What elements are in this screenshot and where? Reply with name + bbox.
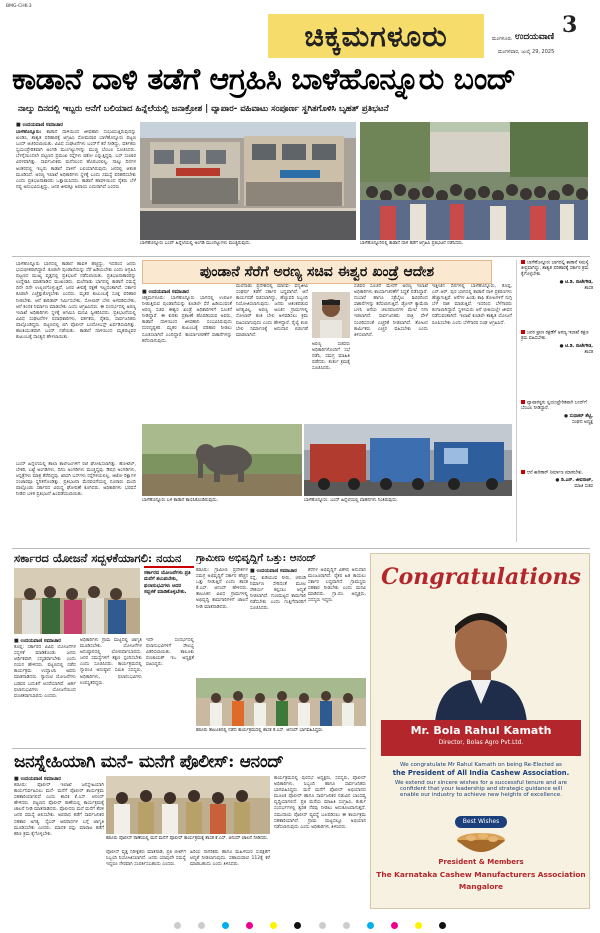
closed-shops-illustration bbox=[140, 122, 356, 240]
story3-headline: ಸರ್ಕಾರದ ಯೋಜನೆ ಸದ್ಬಳಕೆಯಾಗಲಿ: ನಯನ bbox=[14, 551, 182, 565]
divider-2 bbox=[12, 548, 590, 549]
story2-text-col1-cont: ಬಂದ್‌ ಹಿನ್ನೆಲೆಯಲ್ಲಿ ಶಾಲಾ ಕಾಲೇಜುಗಳಿಗೆ ರಜೆ ಘೋಷಿಸಲಾಗಿತ್ತು. ಹೋಟೆಲ್‌, ಬೇಕರಿ, ಬಟ್ಟೆ ಅಂಗಡಿಗಳು, ದಿನಸಿ ಅಂಗಡಿಗಳು ಮುಚ್ಚಿದ್ದವು. ಔಷಧ ಅಂಗಡಿಗಳು, ಆಸ್ಪತ್ರೆಗಳು ಮಾತ್ರ ತೆರೆದಿದ್ದವು. ಖಾಸಗಿ ಬಸ್‌ಗಳು ರಸ್ತೆಗಿಳಿಯಲಿಲ್ಲ. ಆಟೋ ರಿಕ್ಷಾಗಳ ಸಂಚಾರವೂ ಸ್ಥಗಿತಗೊಂಡಿತ್ತು. ಪ್ರತಿಭಟನಾ ಮೆರವಣಿಗೆಯಲ್ಲಿ ನೂರಾರು ಮಂದಿ ಪಾಲ್ಗೊಂಡು ಸರ್ಕಾರದ ವಿರುದ್ಧ ಘೋಷಣೆ ಕೂಗಿದರು. ಅಧಿಕಾರಿಗಳು ಭರವಸೆ ನೀಡಿದ ಬಳಿಕ ಪ್ರತಿಭಟನೆ ಹಿಂಪಡೆಯಲಾಯಿತು. bbox=[16, 462, 136, 498]
story2-text-col5: ಸಚಿವರ ಸೂಚನೆ ಮೇರೆಗೆ ಅರಣ್ಯ ಇಲಾಖೆ ಅಧಿಕಾರಿಗಳು ಕಾರ್ಯಾಚರಣೆಗೆ ಸಿದ್ಧತೆ ನಡೆಸಿದ್ದಾರೆ. ದುಬಾರೆ ಹಾಗೂ ಸಕ್ರೆಬೈಲು ಶಿಬಿರದಿಂದ ಸಾಕಾನೆಗಳನ್ನು ಕರೆಸಲಾಗುತ್ತಿದೆ. ಡ್ರೋನ್‌ ಕ್ಯಾಮೆರಾ ಬಳಸಿ ಆನೆಯ ಚಲನವಲನಗಳ ಮೇಲೆ ನಿಗಾ ಇಡಲಾಗಿದೆ. ಸಾರ್ವಜನಿಕರು ರಾತ್ರಿ ವೇಳೆ ಸಂಚರಿಸದಂತೆ ಎಚ್ಚರಿಕೆ ನೀಡಲಾಗಿದೆ. ತೋಟದ ಕಾರ್ಮಿಕರು ಎಚ್ಚರ ವಹಿಸಬೇಕು ಎಂದು ತಿಳಿಸಲಾಗಿದೆ. bbox=[354, 284, 428, 338]
red-bullet-icon bbox=[521, 260, 525, 264]
lead-photo-closed-shops bbox=[140, 122, 356, 240]
story2-trucks-caption: ಬಾಳೆಹೊನ್ನೂರು: ಬಂದ್‌ ಹಿನ್ನೆಲೆಯಲ್ಲಿ ವಾಹನಗಳು ನಿಂತಿರುವುದು. bbox=[304, 498, 398, 503]
ad-portrait bbox=[431, 600, 531, 722]
district-title-banner bbox=[268, 14, 484, 58]
story3-text-col1: ಕೊಪ್ಪ: ಸರ್ಕಾರದ ವಿವಿಧ ಯೋಜನೆಗಳ ಸದ್ಬಳಕೆ ಮಾಡಿಕೊಂಡು ಜನರು ಆರ್ಥಿಕವಾಗಿ ಸದೃಢರಾಗಬೇಕು ಎಂದು ನಯನ ಹೇಳಿದರು. ಪಟ್ಟಣದಲ್ಲಿ ನಡೆದ ಕಾರ್ಯಕ್ರಮ ಉದ್ಘಾಟಿಸಿ ಅವರು ಮಾತನಾಡಿದರು. ಗ್ಯಾರಂಟಿ ಯೋಜನೆಗಳು ಬಡವರ ಬದುಕಿಗೆ ಆಸರೆಯಾಗಿವೆ. ಅರ್ಹ ಫಲಾನುಭವಿಗಳು ಯೋಜನೆಯಿಂದ ವಂಚಿತರಾಗಬಾರದು ಎಂದರು. bbox=[14, 645, 76, 699]
paper-name: ಉದಯವಾಣಿ bbox=[515, 32, 555, 42]
sidebar-item-2 bbox=[521, 330, 593, 396]
story5-text-col2: ಪೊಲೀಸ್‌ ವೃತ್ತ ನಿರೀಕ್ಷಕರು ಮಾತನಾಡಿ, ಪ್ರತಿ ಬೀಟ್‌ಗೆ ಸಿಬ್ಬಂದಿ ನಿಯೋಜಿಸಲಾಗಿದೆ. ಜನರು ಯಾವುದೇ ಸಮಸ್ಯೆ ಇದ್ದರೂ ನೇರವಾಗಿ ಸಂಪರ್ಕಿಸಬಹುದು ಎಂದರು. bbox=[106, 850, 186, 868]
paper-name-small: ಮಂಗಳೂರು bbox=[492, 36, 512, 42]
sidebar-name-2: ● ಟಿ.ಡಿ. ರಾಜೇಗೌಡ, bbox=[559, 344, 593, 350]
story3-photo bbox=[14, 568, 140, 634]
lead-photo-protest-crowd bbox=[360, 122, 588, 240]
story5-photo-caption: ಕಡೂರು ಪೊಲೀಸ್‌ ಠಾಣೆಯಲ್ಲಿ ಮನೆ ಮನೆಗೆ ಪೊಲೀಸ್‌ ಕಾರ್ಯಕ್ರಮಕ್ಕೆ ಶಾಸಕ ಕೆ.ಎಸ್. ಆನಂದ್‌ ಚಾಲನೆ ನೀಡಿದರು. bbox=[106, 836, 269, 841]
ad-name: Mr. Bola Rahul Kamath bbox=[410, 724, 552, 737]
sidebar-quote-1: ಬಾಳೆಹೊನ್ನೂರು ಭಾಗದಲ್ಲಿ ಕಾಡಾನೆ ಸಮಸ್ಯೆ ತೀವ್ರವಾಗಿದ್ದು, ಶಾಶ್ವತ ಪರಿಹಾರಕ್ಕೆ ಸರ್ಕಾರ ಕ್ರಮ ಕೈಗೊಳ್ಳಬೇಕು. bbox=[521, 260, 589, 278]
police-event-illustration bbox=[106, 776, 270, 834]
sidebar-quote-2: ಜನರ ಪ್ರಾಣ ರಕ್ಷಣೆಗೆ ಅರಣ್ಯ ಇಲಾಖೆ ತಕ್ಷಣ ಕ್ರಮ ವಹಿಸಬೇಕು. bbox=[521, 330, 589, 342]
red-bullet-icon bbox=[521, 470, 525, 474]
minister-portrait bbox=[312, 292, 350, 338]
ad-line-3: We extend our sincere wishes for a successful tenure and are bbox=[394, 780, 568, 786]
sidebar-quote-3: ವ್ಯಾಪಾರಸ್ಥರು ಸ್ವಯಂಪ್ರೇರಿತವಾಗಿ ಬಂದ್‌ಗೆ ಬೆಂಬಲ ನೀಡಿದ್ದಾರೆ. bbox=[521, 400, 587, 412]
trucks-illustration bbox=[304, 424, 512, 496]
story2-text-col3: ಮಲೆನಾಡು ಪ್ರದೇಶದಲ್ಲಿ ಮಾನವ- ವನ್ಯಜೀವಿ ಸಂಘರ್ಷ ತಡೆಗೆ ಸರ್ಕಾರ ಬದ್ಧವಾಗಿದೆ. ಆನೆ ಕಾರ್ಯಪಡೆ ರಚಿಸಲಾಗಿದ್ದು, ಹೆಚ್ಚುವರಿ ಸಿಬ್ಬಂದಿ ನಿಯೋಜಿಸಲಾಗುವುದು. ಜನರು ಆತಂಕಪಡುವ ಅಗತ್ಯವಿಲ್ಲ. ಅರಣ್ಯ ಅಂಚಿನ ಗ್ರಾಮಗಳಲ್ಲಿ ಸೋಲಾರ್‌ ತಂತಿ ಬೇಲಿ ಅಳವಡಿಸಲು ಕ್ರಮ ವಹಿಸಲಾಗುವುದು ಎಂದು ಹೇಳಿದ್ದಾರೆ. ರೈಲ್ವೆ ಕಂಬಿ ಬೇಲಿ ನಿರ್ಮಾಣಕ್ಕೆ ಅನುದಾನ ಬಿಡುಗಡೆ ಮಾಡಲಾಗಿದೆ. bbox=[236, 284, 308, 338]
ad-message bbox=[379, 762, 583, 798]
sidebar-role-4: ಮಾಜಿ ಸಚಿವ bbox=[574, 484, 593, 490]
lead-photo1-caption: ಬಾಳೆಹೊನ್ನೂರು ಬಂದ್‌ ಹಿನ್ನೆಲೆಯಲ್ಲಿ ಅಂಗಡಿ ಮುಂಗಟ್ಟುಗಳು ಮುಚ್ಚಿರುವುದು. bbox=[140, 241, 252, 246]
ad-line-2: the President of All India Cashew Association. bbox=[392, 769, 570, 777]
ad-name-banner bbox=[381, 720, 581, 756]
red-bullet-icon bbox=[521, 400, 525, 404]
district-title: ಚಿಕ್ಕಮಗಳೂರು bbox=[304, 19, 448, 53]
story2-byline: ■ ಉದಯವಾಣಿ ಸಮಾಚಾರ bbox=[142, 289, 189, 295]
ad-title: Congratulations bbox=[381, 564, 581, 590]
story2-headline: ಪುಂಡಾನೆ ಸೆರೆಗೆ ಅರಣ್ಯ ಸಚಿವ ಈಶ್ವರ ಖಂಡ್ರೆ ಆದೇಶ bbox=[199, 264, 435, 280]
portrait-illustration bbox=[312, 292, 350, 338]
sidebar-item-1 bbox=[521, 260, 593, 326]
story2-trucks-photo bbox=[304, 424, 512, 496]
story2-text-col6: ಇತ್ತೀಚಿನ ದಿನಗಳಲ್ಲಿ ಬಾಳೆಹೊನ್ನೂರು, ಕೊಪ್ಪ, ಎನ್‌.ಆರ್‌. ಪುರ ಭಾಗದಲ್ಲಿ ಕಾಡಾನೆ ದಾಳಿ ಪ್ರಕರಣಗಳು ಹೆಚ್ಚಾಗುತ್ತಿವೆ. ಆನೆಗಳ ಹಿಂಡು ಕಾಫಿ ತೋಟಗಳಿಗೆ ನುಗ್ಗಿ ಬೆಳೆ ನಾಶ ಮಾಡುತ್ತಿವೆ. ಇದರಿಂದ ಬೆಳೆಗಾರರು ಕಂಗಾಲಾಗಿದ್ದಾರೆ. ಸ್ಥಳೀಯರು ಆನೆ ಭೀತಿಯಲ್ಲೇ ಜೀವನ ನಡೆಸುವಂತಾಗಿದೆ. ಇಲಾಖೆ ಕೂಡಲೇ ಶಾಶ್ವತ ಯೋಜನೆ ರೂಪಿಸಬೇಕು ಎಂದು ಬೆಳೆಗಾರರ ಸಂಘ ಆಗ್ರಹಿಸಿದೆ. bbox=[432, 284, 512, 326]
story2-photo-caption: ಬಾಳೆಹೊನ್ನೂರು ಬಳಿ ಕಾಡಾನೆ ಕಾಣಿಸಿಕೊಂಡಿರುವುದು. bbox=[142, 498, 219, 503]
ad-from-3: Mangalore bbox=[458, 882, 504, 891]
story5-text-col3: ಹಿರಿಯ ನಾಗರಿಕರು ಹಾಗೂ ಮಹಿಳೆಯರ ಸುರಕ್ಷತೆಗೆ ಆದ್ಯತೆ ನೀಡಲಾಗುವುದು. ಸಹಾಯವಾಣಿ 112ಕ್ಕೆ ಕರೆ ಮಾಡಬಹುದು ಎಂದು ತಿಳಿಸಿದರು. bbox=[190, 850, 270, 868]
meeting-illustration bbox=[196, 678, 366, 726]
page-number: 3 bbox=[562, 12, 578, 38]
story5-headline: ಜನಸ್ನೇಹಿಯಾಗಿ ಮನೆ- ಮನೆಗೆ ಪೊಲೀಸ್: ಆನಂದ್ bbox=[14, 752, 284, 772]
story3-pullquote bbox=[144, 566, 194, 636]
lead-photo2-caption: ಬಾಳೆಹೊನ್ನೂರಿನಲ್ಲಿ ಕಾಡಾನೆ ದಾಳಿ ತಡೆಗೆ ಆಗ್ರಹಿಸಿ ಪ್ರತಿಭಟನೆ ನಡೆಸಿದರು. bbox=[360, 241, 464, 246]
issue-date: ಮಂಗಳವಾರ, ಜುಲೈ 29, 2025 bbox=[498, 49, 555, 55]
divider-3 bbox=[12, 748, 366, 749]
story2-text-col4: ಅರಣ್ಯ ಸಚಿವರು ಅಧಿಕಾರಿಗಳೊಂದಿಗೆ ಸಭೆ ನಡೆಸಿ, ಸಮಗ್ರ ಮಾಹಿತಿ ಪಡೆದರು. ತುರ್ತು ಕ್ರಮಕ್ಕೆ ಸೂಚಿಸಿದರು. bbox=[312, 342, 350, 372]
sidebar-name-1: ● ಟಿ.ಡಿ. ರಾಜೇಗೌಡ, bbox=[559, 279, 593, 285]
story4-photo bbox=[196, 678, 366, 726]
print-registration-marks bbox=[40, 914, 580, 924]
ad-designation: Director, Bolas Agro Pvt.Ltd. bbox=[438, 739, 524, 746]
story3-text-col2: ಅಧಿಕಾರಿಗಳು ಗ್ರಾಮ ಮಟ್ಟದಲ್ಲಿ ಜಾಗೃತಿ ಮೂಡಿಸಬೇಕು. ಯೋಜನೆಗಳ ಅನುಷ್ಠಾನದಲ್ಲಿ ಲೋಪವಾಗಬಾರದು. ಜನರ ಸಮಸ್ಯೆಗಳಿಗೆ ತಕ್ಷಣ ಸ್ಪಂದಿಸಬೇಕು ಎಂದು ಸೂಚಿಸಿದರು. ಕಾರ್ಯಕ್ರಮದಲ್ಲಿ ಗ್ಯಾರಂಟಿ ಅನುಷ್ಠಾನ ಸಮಿತಿ ಸದಸ್ಯರು, ಅಧಿಕಾರಿಗಳು, ಫಲಾನುಭವಿಗಳು ಉಪಸ್ಥಿತರಿದ್ದರು. bbox=[80, 638, 142, 686]
lead-headline: ಕಾಡಾನೆ ದಾಳಿ ತಡೆಗೆ ಆಗ್ರಹಿಸಿ ಬಾಳೆಹೊನ್ನೂರು ಬಂದ್ bbox=[12, 62, 516, 97]
story3-text-col3: ಇದೇ ಸಂದರ್ಭದಲ್ಲಿ ಫಲಾನುಭವಿಗಳಿಗೆ ಸೌಲಭ್ಯ ವಿತರಿಸಲಾಯಿತು. ತಾಲೂಕು ಪಂಚಾಯತ್‌ ಇಒ ಅಧ್ಯಕ್ಷತೆ ವಹಿಸಿದ್ದರು. bbox=[146, 638, 194, 668]
ad-line-5: enable our industry to achieve new heights of excellence. bbox=[400, 792, 562, 798]
sidebar-role-1: ಶಾಸಕ bbox=[584, 285, 593, 291]
lead-byline: ■ ಉದಯವಾಣಿ ಸಮಾಚಾರ bbox=[16, 122, 63, 128]
story2-elephant-photo bbox=[142, 424, 302, 496]
story5-text-col1: ಕಡೂರು: ಪೊಲೀಸ್‌ ಇಲಾಖೆ ಜನಸ್ನೇಹಿಯಾಗಿ ಕಾರ್ಯನಿರ್ವಹಿಸಲು ಮನೆ- ಮನೆಗೆ ಪೊಲೀಸ್‌ ಕಾರ್ಯಕ್ರಮ ಸಹಕಾರಿಯಾಗಲಿದೆ ಎಂದು ಶಾಸಕ ಕೆ.ಎಸ್. ಆನಂದ್‌ ಹೇಳಿದರು. ಪಟ್ಟಣದ ಪೊಲೀಸ್‌ ಠಾಣೆಯಲ್ಲಿ ಕಾರ್ಯಕ್ರಮಕ್ಕೆ ಚಾಲನೆ ನೀಡಿ ಮಾತನಾಡಿದರು. ಪೊಲೀಸರು ಮನೆ ಮನೆಗೆ ತೆರಳಿ ಜನರ ಸಮಸ್ಯೆ ಆಲಿಸಬೇಕು. ಅಪರಾಧ ತಡೆಗೆ ಸಾರ್ವಜನಿಕರ ಸಹಕಾರ ಅಗತ್ಯ. ಸೈಬರ್‌ ಅಪರಾಧಗಳ ಬಗ್ಗೆ ಜಾಗೃತಿ ಮೂಡಿಸಬೇಕು ಎಂದರು. ಮಾದಕ ವಸ್ತು ಮಾರಾಟ ತಡೆಗೆ ಕಠಿಣ ಕ್ರಮ ಕೈಗೊಳ್ಳಬೇಕು. bbox=[14, 783, 104, 837]
story3-pullquote-text: ಸರ್ಕಾರದ ಯೋಜನೆಗಳು ಪ್ರತಿ ಮನೆಗೆ ತಲುಪಬೇಕು, ಫಲಾನುಭವಿಗಳು ಅದರ ಸದ್ಬಳಕೆ ಮಾಡಿಕೊಳ್ಳಬೇಕು. bbox=[144, 570, 191, 596]
edition-code: BMG-CHK-3 bbox=[6, 4, 32, 9]
elephant-illustration bbox=[142, 424, 302, 496]
story3-byline: ■ ಉದಯವಾಣಿ ಸಮಾಚಾರ bbox=[14, 638, 61, 644]
congratulations-ad bbox=[370, 553, 590, 909]
sidebar-quotes bbox=[516, 260, 592, 542]
lead-story-column bbox=[16, 122, 136, 256]
ad-line-4: confident that your leadership and strategic guidance will bbox=[399, 786, 563, 792]
sidebar-role-2: ಶಾಸಕ bbox=[584, 349, 593, 355]
sidebar-item-4 bbox=[521, 470, 593, 536]
sidebar-role-3: ಸಂಘದ ಅಧ್ಯಕ್ಷ bbox=[571, 419, 593, 425]
divider-1 bbox=[12, 256, 590, 257]
story5-byline: ■ ಉದಯವಾಣಿ ಸಮಾಚಾರ bbox=[14, 776, 61, 782]
story5-text-col4: ಕಾರ್ಯಕ್ರಮದಲ್ಲಿ ಪುರಸಭೆ ಅಧ್ಯಕ್ಷರು, ಸದಸ್ಯರು, ಪೊಲೀಸ್‌ ಅಧಿಕಾರಿಗಳು, ಸಿಬ್ಬಂದಿ ಹಾಗೂ ಸಾರ್ವಜನಿಕರು ಭಾಗವಹಿಸಿದ್ದರು. ಮನೆ ಮನೆಗೆ ಪೊಲೀಸ್‌ ಅಭಿಯಾನದ ಮೂಲಕ ಪೊಲೀಸ್‌ ಹಾಗೂ ಸಾರ್ವಜನಿಕರ ನಡುವಿನ ಬಾಂಧವ್ಯ ವೃದ್ಧಿಯಾಗಲಿದೆ. ಪ್ರತಿ ಮನೆಯ ಮಾಹಿತಿ ಸಂಗ್ರಹಿಸಿ, ತುರ್ತು ಸಂದರ್ಭಗಳಲ್ಲಿ ತ್ವರಿತ ನೆರವು ನೀಡಲು ಅನುಕೂಲವಾಗುತ್ತದೆ. ಸಮುದಾಯ ಪೊಲೀಸ್‌ ವ್ಯವಸ್ಥೆ ಬಲಪಡಿಸಲು ಈ ಕಾರ್ಯಕ್ರಮ ಸಹಕಾರಿಯಾಗಿದೆ. ಗ್ರಾಮ ಮಟ್ಟದಲ್ಲೂ ಅಭಿಯಾನ ನಡೆಸಲಾಗುವುದು ಎಂದು ಅಧಿಕಾರಿಗಳು ತಿಳಿಸಿದರು. bbox=[274, 776, 366, 830]
lead-dateline: ಬಾಳೆಹೊನ್ನೂರು: bbox=[16, 130, 47, 135]
ad-from-1: President & Members bbox=[438, 858, 524, 866]
sidebar-quote-4: ಆನೆ ಕಾರಿಡಾರ್ ನಿರ್ಮಾಣ ಮಾಡಬೇಕು. bbox=[521, 470, 593, 476]
event-illustration bbox=[14, 568, 140, 634]
ad-line-1: We congratulate Mr Rahul Kamath on being Re-Elected as bbox=[400, 762, 562, 768]
sidebar-name-4: ● ಡಿ.ಎನ್. ಜೀವರಾಜ್, bbox=[555, 478, 593, 484]
protest-crowd-illustration bbox=[360, 122, 588, 240]
ad-badge: Best Wishes bbox=[455, 816, 507, 828]
story5-photo bbox=[106, 776, 270, 834]
red-bullet-icon bbox=[521, 330, 525, 334]
story4-photo-caption: ಕಡೂರು ತಾಲೂಕಿನಲ್ಲಿ ನಡೆದ ಕಾರ್ಯಕ್ರಮದಲ್ಲಿ ಶಾಸಕ ಕೆ.ಎಸ್. ಆನಂದ್‌ ಭಾಗವಹಿಸಿದ್ದರು. bbox=[196, 728, 324, 733]
ad-from-2: The Karnataka Cashew Manufacturers Association bbox=[376, 870, 586, 879]
lead-body-text: ಬಾಳೆಹೊನ್ನೂರು: ಕಾಡಾನೆ ದಾಳಿಯಿಂದ ಜೀವಹಾನಿ ಸಂಭವಿಸುತ್ತಿರುವುದನ್ನು ಖಂಡಿಸಿ, ಶಾಶ್ವತ ಪರಿಹಾರಕ್ಕೆ ಆಗ್ರಹಿಸಿ ಸೋಮವಾರ ಬಾಳೆಹೊನ್ನೂರು ಪಟ್ಟಣ ಬಂದ್‌ ಆಚರಿಸಲಾಯಿತು. ವಿವಿಧ ಸಂಘಟನೆಗಳು ಬಂದ್‌ಗೆ ಕರೆ ನೀಡಿದ್ದು, ವರ್ತಕರು ಸ್ವಯಂಪ್ರೇರಿತವಾಗಿ ಅಂಗಡಿ ಮುಂಗಟ್ಟುಗಳನ್ನು ಮುಚ್ಚಿ ಬೆಂಬಲ ಸೂಚಿಸಿದರು. ಬೆಳಗ್ಗೆಯಿಂದಲೇ ಪಟ್ಟಣದ ಪ್ರಮುಖ ರಸ್ತೆಗಳು ಬಿಕೋ ಎನ್ನುತ್ತಿದ್ದವು. ಬಸ್‌ ಸಂಚಾರ ವಿರಳವಾಗಿತ್ತು. ಸಾರ್ವಜನಿಕರು ಮನೆಯಿಂದ ಹೊರಬರಲಿಲ್ಲ. ನಾಲ್ಕು ದಿನಗಳ ಅಂತರದಲ್ಲಿ ಇಬ್ಬರು ಕಾಡಾನೆ ದಾಳಿಗೆ ಬಲಿಯಾಗಿರುವುದು ಜನರಲ್ಲಿ ಆತಂಕ ಮೂಡಿಸಿದೆ. ಅರಣ್ಯ ಇಲಾಖೆ ಅಧಿಕಾರಿಗಳು ಸ್ಥಳಕ್ಕೆ ಬಂದು ಸಮಸ್ಯೆ ಪರಿಹರಿಸಬೇಕು ಎಂದು ಪ್ರತಿಭಟನಾಕಾರರು ಒತ್ತಾಯಿಸಿದರು. ಕಾಡಾನೆ ಹಾವಳಿಯಿಂದ ರೈತರು ಬೆಳೆ ನಷ್ಟ ಅನುಭವಿಸುತ್ತಿದ್ದು, ಜನರ ಜೀವಕ್ಕೂ ಅಪಾಯ ಎದುರಾಗಿದೆ ಎಂದರು. bbox=[16, 130, 136, 190]
story4-text-col3: ಕೆರೆಗಳ ಅಭಿವೃದ್ಧಿಗೆ ವಿಶೇಷ ಅನುದಾನ ಮಂಜೂರಾಗಿದೆ. ರೈತರ ಹಿತ ಕಾಯಲು ಸರ್ಕಾರ ಬದ್ಧವಾಗಿದೆ. ಗ್ರಾಮಸ್ಥರು ಸಹಕಾರ ನೀಡಬೇಕು ಎಂದು ಮನವಿ ಮಾಡಿದರು. ಗ್ರಾ.ಪಂ. ಅಧ್ಯಕ್ಷರು, ಸದಸ್ಯರು ಇದ್ದರು. bbox=[308, 568, 366, 604]
sidebar-name-3: ● ಸುಧಾಕರ್ ಶೆಟ್ಟಿ, bbox=[564, 414, 593, 420]
lead-subhead: ನಾಲ್ಕು ದಿನದಲ್ಲಿ ಇಬ್ಬರು ಆನೆಗೆ ಬಲಿಯಾದ ಹಿನ್ನೆಲೆಯಲ್ಲಿ ಜನಾಕ್ರೋಶ | ವ್ಯಾಪಾರ- ವಹಿವಾಟು ಸಂಪೂರ್ಣ ಸ್ಥಗಿತಗೊಳಿಸಿ ಬೃಹತ್‌ ಪ್ರತಿಭಟನೆ bbox=[18, 104, 389, 114]
story4-text-col1: ಕಡೂರು: ಗ್ರಾಮೀಣ ಪ್ರದೇಶಗಳ ಸಮಗ್ರ ಅಭಿವೃದ್ಧಿಗೆ ಸರ್ಕಾರ ಹೆಚ್ಚಿನ ಒತ್ತು ನೀಡುತ್ತಿದೆ ಎಂದು ಶಾಸಕ ಕೆ.ಎಸ್. ಆನಂದ್‌ ಹೇಳಿದರು. ತಾಲೂಕಿನ ವಿವಿಧ ಗ್ರಾಮಗಳಲ್ಲಿ ಅಭಿವೃದ್ಧಿ ಕಾಮಗಾರಿಗಳಿಗೆ ಚಾಲನೆ ನೀಡಿ ಮಾತನಾಡಿದರು. bbox=[196, 568, 248, 610]
cashew-bowl-icon bbox=[451, 830, 511, 856]
story2-headline-banner bbox=[142, 260, 492, 284]
story4-byline: ■ ಉದಯವಾಣಿ ಸಮಾಚಾರ bbox=[250, 568, 297, 574]
story2-text-col2: ಚಿಕ್ಕಮಗಳೂರು: ಬಾಳೆಹೊನ್ನೂರು ಭಾಗದಲ್ಲಿ ಉಪಟಳ ನೀಡುತ್ತಿರುವ ಪುಂಡಾನೆಯನ್ನು ಕೂಡಲೇ ಸೆರೆ ಹಿಡಿಯುವಂತೆ ಅರಣ್ಯ ಸಚಿವ ಈಶ್ವರ ಖಂಡ್ರೆ ಅಧಿಕಾರಿಗಳಿಗೆ ಸೂಚನೆ ನೀಡಿದ್ದಾರೆ. ಈ ಕುರಿತು ಪ್ರಕಟಣೆ ಹೊರಡಿಸಿರುವ ಅವರು, ಕಾಡಾನೆ ದಾಳಿಯಿಂದ ಜೀವಹಾನಿ ಸಂಭವಿಸಿರುವುದು ದುರದೃಷ್ಟಕರ. ಮೃತರ ಕುಟುಂಬಕ್ಕೆ ಪರಿಹಾರ ನೀಡಲು ಸೂಚಿಸಲಾಗಿದೆ ಎಂದಿದ್ದಾರೆ. ಕಾರ್ಯಾಚರಣೆಗೆ ಸಾಕಾನೆಗಳನ್ನು ಕರೆಸಲಾಗುವುದು. bbox=[142, 296, 232, 344]
sidebar-item-3 bbox=[521, 400, 593, 466]
story4-text-col2: ರಸ್ತೆ, ಕುಡಿಯುವ ನೀರು, ಚರಂಡಿ ನಿರ್ಮಾಣ ಸೇರಿದಂತೆ ಮೂಲ ಸೌಕರ್ಯ ಕಲ್ಪಿಸಲು ಆದ್ಯತೆ ನೀಡಲಾಗಿದೆ. ಗುಣಮಟ್ಟದ ಕಾಮಗಾರಿ ನಡೆಸಬೇಕು ಎಂದು ಗುತ್ತಿಗೆದಾರರಿಗೆ ಸೂಚಿಸಿದರು. bbox=[250, 576, 306, 612]
story4-headline: ಗ್ರಾಮೀಣ ಅಭಿವೃದ್ಧಿಗೆ ಒತ್ತು: ಆನಂದ್ bbox=[196, 553, 317, 564]
story2-text-col1: ಬಾಳೆಹೊನ್ನೂರು ಭಾಗದಲ್ಲಿ ಕಾಡಾನೆ ಹಾವಳಿ ಹೆಚ್ಚಿದ್ದು, ಇದರಿಂದ ಜನರು ಭಯಭೀತರಾಗಿದ್ದಾರೆ. ಕೂಡಲೇ ಪುಂಡಾನೆಯನ್ನು ಸೆರೆ ಹಿಡಿಯಬೇಕು ಎಂದು ಆಗ್ರಹಿಸಿ ಪಟ್ಟಣದ ಮುಖ್ಯ ವೃತ್ತದಲ್ಲಿ ಪ್ರತಿಭಟನೆ ನಡೆಸಲಾಯಿತು. ಪ್ರತಿಭಟನಾಕಾರರನ್ನು ಉದ್ದೇಶಿಸಿ ಮಾತನಾಡಿದ ಮುಖಂಡರು, ಮಲೆನಾಡು ಭಾಗದಲ್ಲಿ ಕಾಡಾನೆ ಸಮಸ್ಯೆ ದಿನೇ ದಿನೇ ಉಲ್ಬಣಗೊಳ್ಳುತ್ತಿದೆ. ಜನರ ಜೀವಕ್ಕೆ ರಕ್ಷಣೆ ಇಲ್ಲದಂತಾಗಿದೆ. ಸರ್ಕಾರ ಕೂಡಲೇ ಎಚ್ಚೆತ್ತುಕೊಳ್ಳಬೇಕು ಎಂದರು. ಮೃತರ ಕುಟುಂಬಕ್ಕೆ ಸೂಕ್ತ ಪರಿಹಾರ ನೀಡಬೇಕು. ಆನೆ ಕಾರಿಡಾರ್ ನಿರ್ಮಿಸಬೇಕು, ಸೋಲಾರ್‌ ಬೇಲಿ ಅಳವಡಿಸಬೇಕು, ಆನೆ ಕಂದಕ ನಿರ್ಮಾಣ ಮಾಡಬೇಕು ಎಂದು ಆಗ್ರಹಿಸಿದರು. ಈ ಸಂದರ್ಭದಲ್ಲಿ ಅರಣ್ಯ ಇಲಾಖೆ ಅಧಿಕಾರಿಗಳು ಸ್ಥಳಕ್ಕೆ ಆಗಮಿಸಿ ಮನವಿ ಸ್ವೀಕರಿಸಿದರು. ಪ್ರತಿಭಟನೆಯಲ್ಲಿ ವಿವಿಧ ಸಂಘಟನೆಗಳ ಪದಾಧಿಕಾರಿಗಳು, ವರ್ತಕರು, ರೈತರು, ಸಾರ್ವಜನಿಕರು ಪಾಲ್ಗೊಂಡಿದ್ದರು. ಪಟ್ಟಣದಲ್ಲಿ ಬಿಗಿ ಪೊಲೀಸ್‌ ಬಂದೋಬಸ್ತ್‌ ಏರ್ಪಡಿಸಲಾಗಿತ್ತು. ಶಾಂತಿಯುತವಾಗಿ ಬಂದ್‌ ನಡೆಯಿತು. ಕಾಡಾನೆ ದಾಳಿಯಿಂದ ಮೃತಪಟ್ಟವರ ಕುಟುಂಬಕ್ಕೆ ಸಾಂತ್ವನ ಹೇಳಲಾಯಿತು. bbox=[16, 262, 136, 341]
